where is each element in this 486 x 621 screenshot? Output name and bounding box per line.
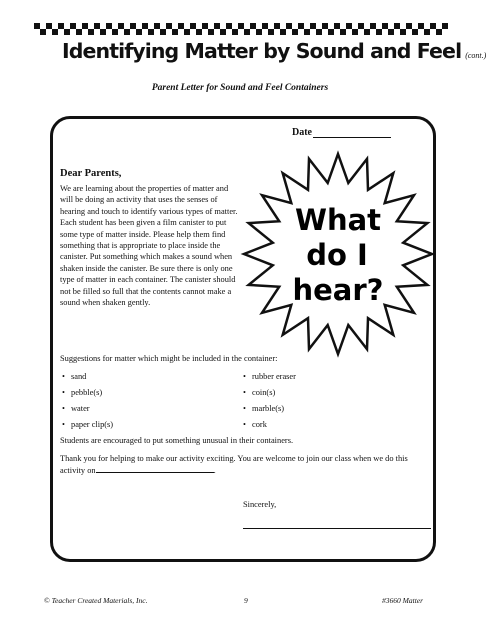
list-item: [243, 385, 296, 401]
footer-copyright: © Teacher Created Materials, Inc.: [44, 596, 148, 605]
footer-page-number: 9: [244, 596, 248, 605]
list-item: [243, 401, 296, 417]
bullet-icon: •: [243, 372, 246, 381]
checkered-border: [34, 23, 446, 35]
bullet-icon: •: [62, 372, 65, 381]
starburst-graphic: [240, 148, 436, 356]
list-item-label: marble(s): [252, 404, 285, 413]
list-item-label: sand: [71, 372, 87, 381]
starburst-line-2: do I: [306, 238, 368, 272]
date-line: [313, 127, 391, 138]
bullet-icon: •: [62, 388, 65, 397]
list-item: [62, 385, 113, 401]
thanks-text-part2: .: [213, 466, 216, 476]
bullet-icon: •: [62, 404, 65, 413]
starburst-line-1: What: [294, 203, 382, 237]
bullet-icon: •: [243, 388, 246, 397]
encouragement-text: Students are encouraged to put something unusual in their containers.: [60, 436, 294, 445]
salutation: Dear Parents,: [60, 168, 122, 179]
list-item-label: water: [71, 404, 90, 413]
starburst-line-3: hear?: [292, 273, 384, 307]
list-item-label: pebble(s): [71, 388, 103, 397]
list-item-label: cork: [252, 420, 267, 429]
list-item-label: rubber eraser: [252, 372, 296, 381]
activity-date-blank: [96, 464, 216, 476]
suggestions-list-right: [243, 369, 296, 433]
title-suffix: (cont.): [465, 51, 486, 60]
date-label: Date: [292, 127, 312, 138]
thanks-text: [60, 453, 432, 477]
list-item-label: paper clip(s): [71, 420, 114, 429]
title-text: Identifying Matter by Sound and Feel: [62, 39, 462, 63]
list-item: [62, 369, 113, 385]
list-item: [62, 401, 113, 417]
suggestions-intro: Suggestions for matter which might be included in the container:: [60, 354, 278, 363]
list-item: [243, 417, 296, 433]
footer-product-code: #3660 Matter: [382, 596, 424, 605]
bullet-icon: •: [62, 420, 65, 429]
closing: Sincerely,: [243, 500, 277, 509]
bullet-icon: •: [243, 420, 246, 429]
page-subtitle: Parent Letter for Sound and Feel Containers: [151, 83, 329, 93]
page-title: [62, 39, 486, 63]
list-item: [243, 369, 296, 385]
suggestions-list-left: [62, 369, 113, 433]
signature-line: [243, 528, 431, 529]
bullet-icon: •: [243, 404, 246, 413]
letter-body: We are learning about the properties of matter and will be doing an activity that uses the senses of hearing and touch to identify various types of matter. Each student has been given a film canister to put some type of matter inside. Please help them find something that is appropriate to place inside the canister. Put something which makes a sound when shaken inside the canister. Be sure there is only one type of matter in each container. The canister should not be filled so full that the contents cannot make a sound when shaken gently.: [60, 184, 238, 308]
thanks-text-part1: Thank you for helping to make our activity exciting. You are welcome to join our class when we do this activity on: [60, 454, 408, 476]
date-field: [292, 127, 391, 138]
list-item-label: coin(s): [252, 388, 276, 397]
list-item: [62, 417, 113, 433]
